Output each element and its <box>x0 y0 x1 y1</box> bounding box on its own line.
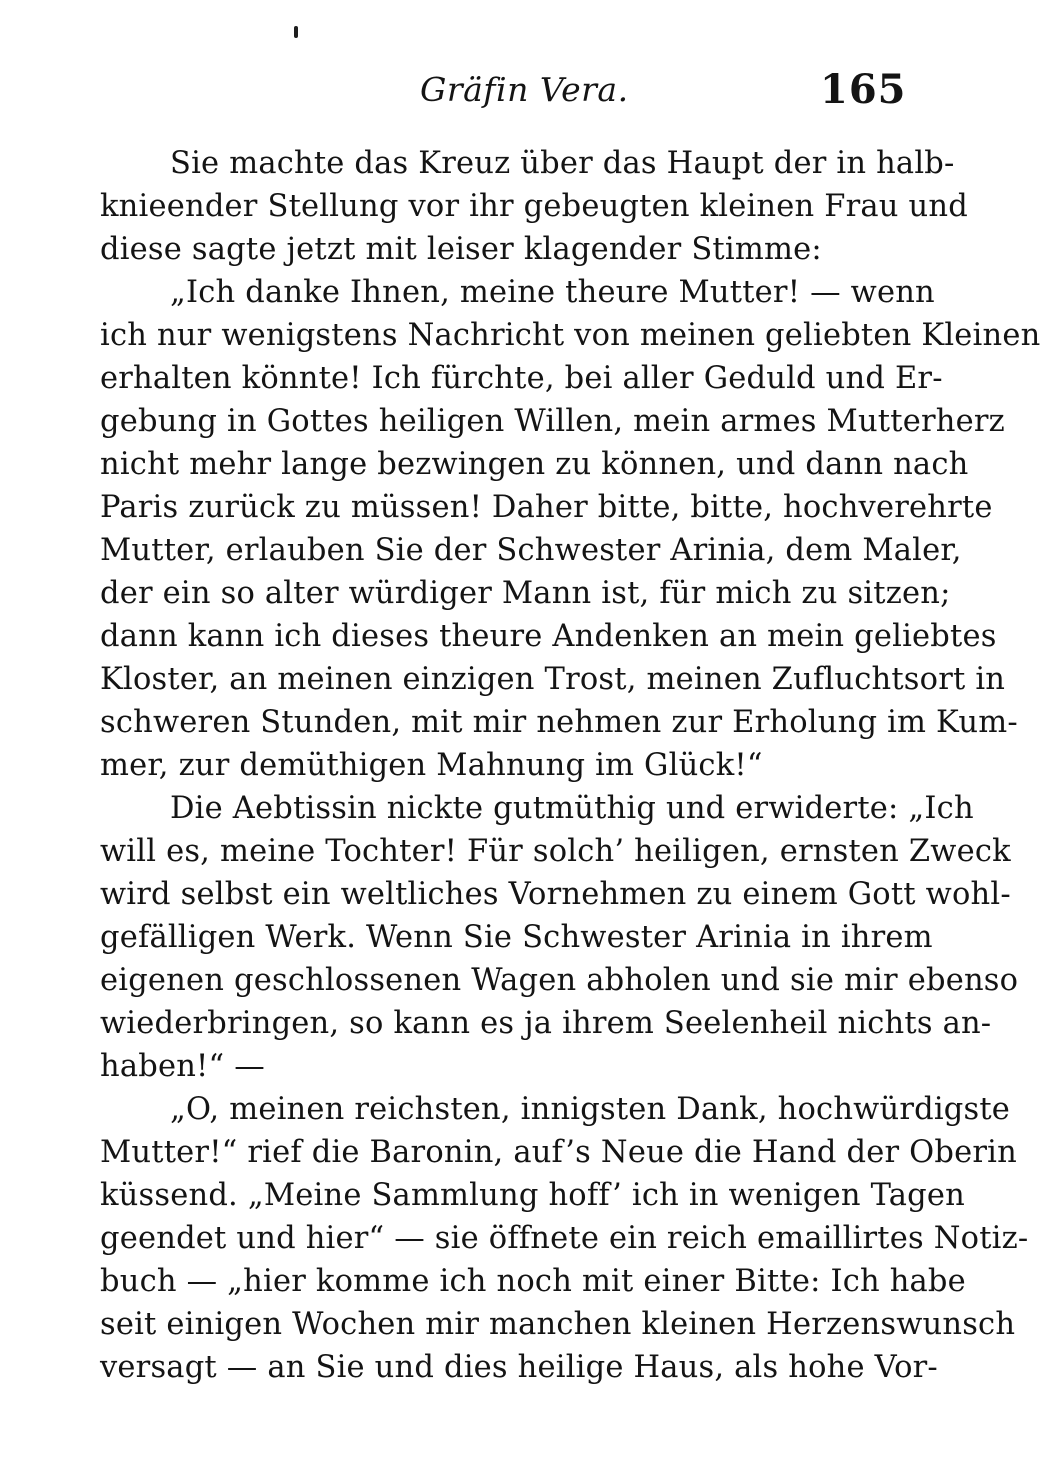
text-line: gefälligen Werk. Wenn Sie Schwester Arinia in ihrem <box>100 920 933 955</box>
text-line: will es, meine Tochter! Für solch’ heiligen, ernsten Zweck <box>100 834 1011 869</box>
text-line: ich nur wenigstens Nachricht von meinen geliebten Kleinen <box>100 318 1040 353</box>
text-line: gebung in Gottes heiligen Willen, mein armes Mutterherz <box>100 404 1005 439</box>
text-line: wiederbringen, so kann es ja ihrem Seelenheil nichts an- <box>100 1006 992 1041</box>
text-line: der ein so alter würdiger Mann ist, für mich zu sitzen; <box>100 576 951 611</box>
text-line: Die Aebtissin nickte gutmüthig und erwiderte: „Ich <box>170 791 974 826</box>
text-line: küssend. „Meine Sammlung hoff’ ich in wenigen Tagen <box>100 1178 965 1213</box>
body-text <box>100 142 1040 1389</box>
text-line: nicht mehr lange bezwingen zu können, und dann nach <box>100 447 969 482</box>
text-line: haben!“ — <box>100 1049 265 1084</box>
text-line: Mutter, erlauben Sie der Schwester Arinia, dem Maler, <box>100 533 962 568</box>
text-line: diese sagte jetzt mit leiser klagender Stimme: <box>100 232 822 267</box>
ink-speck <box>294 26 298 38</box>
text-line: Mutter!“ rief die Baronin, auf’s Neue die Hand der Oberin <box>100 1135 1017 1170</box>
text-line: erhalten könnte! Ich fürchte, bei aller Geduld und Er- <box>100 361 943 396</box>
text-line: Paris zurück zu müssen! Daher bitte, bitte, hochverehrte <box>100 490 993 525</box>
text-line: Kloster, an meinen einzigen Trost, meinen Zufluchtsort in <box>100 662 1006 697</box>
text-line: schweren Stunden, mit mir nehmen zur Erholung im Kum- <box>100 705 1018 740</box>
text-line: knieender Stellung vor ihr gebeugten kleinen Frau und <box>100 189 968 224</box>
text-line: „Ich danke Ihnen, meine theure Mutter! — wenn <box>170 275 935 310</box>
page-number: 165 <box>820 66 907 113</box>
text-line: versagt — an Sie und dies heilige Haus, als hohe Vor- <box>100 1350 938 1385</box>
running-head <box>0 62 1000 114</box>
text-line: mer, zur demüthigen Mahnung im Glück!“ <box>100 748 763 783</box>
text-line: seit einigen Wochen mir manchen kleinen Herzenswunsch <box>100 1307 1016 1342</box>
text-line: wird selbst ein weltliches Vornehmen zu einem Gott wohl- <box>100 877 1011 912</box>
text-line: buch — „hier komme ich noch mit einer Bitte: Ich habe <box>100 1264 966 1299</box>
text-line: dann kann ich dieses theure Andenken an mein geliebtes <box>100 619 997 654</box>
running-title: Gräfin Vera. <box>420 70 629 109</box>
text-line: geendet und hier“ — sie öffnete ein reich emaillirtes Notiz- <box>100 1221 1029 1256</box>
text-line: Sie machte das Kreuz über das Haupt der in halb- <box>170 146 955 181</box>
text-line: „O, meinen reichsten, innigsten Dank, hochwürdigste <box>170 1092 1011 1127</box>
text-line: eigenen geschlossenen Wagen abholen und sie mir ebenso <box>100 963 1019 998</box>
